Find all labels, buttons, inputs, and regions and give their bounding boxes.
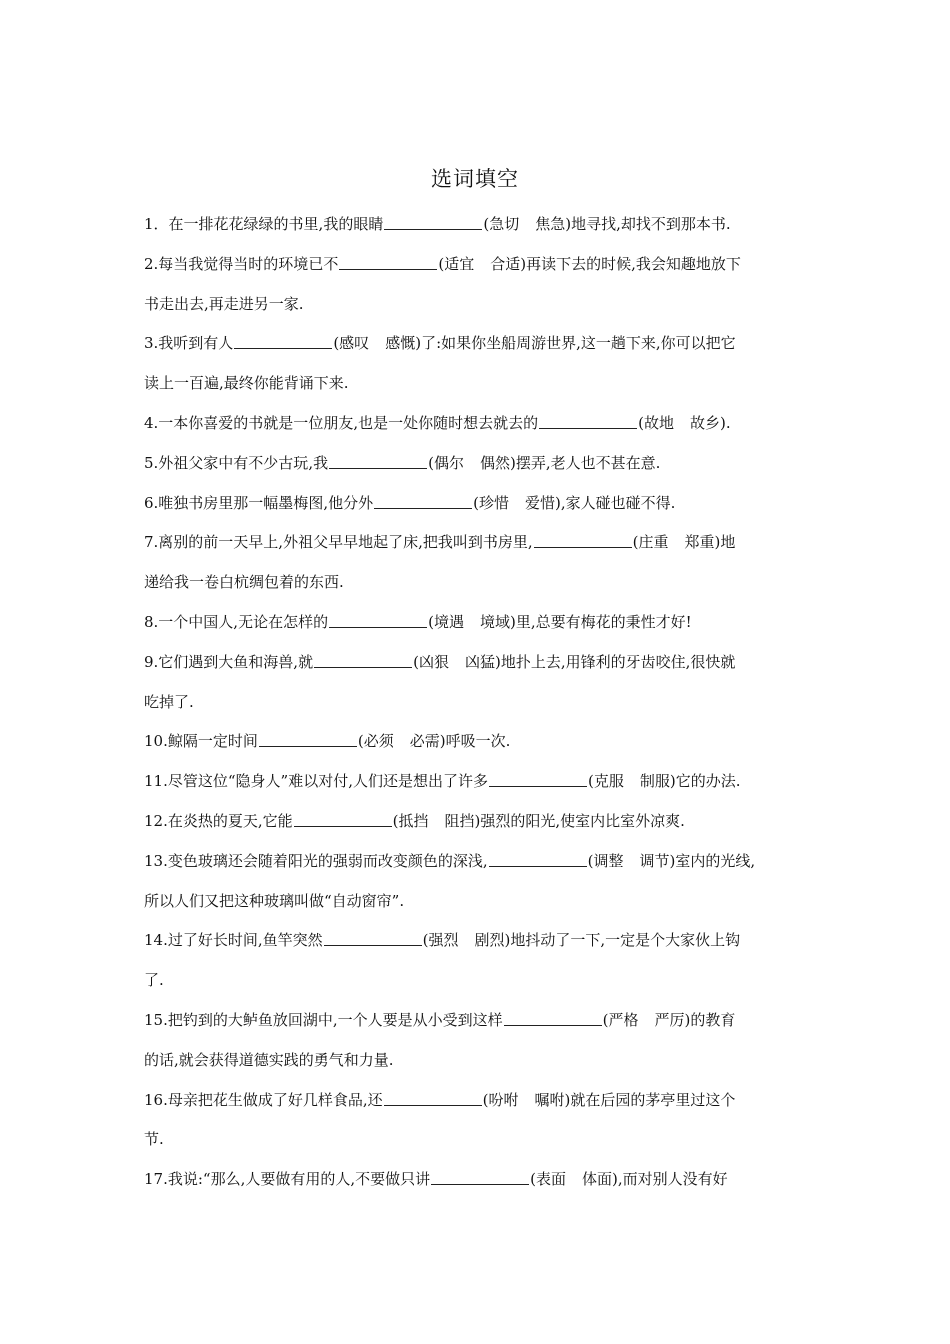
item-text: 摆弄,老人也不甚在意.: [515, 453, 661, 472]
answer-blank[interactable]: [234, 334, 332, 349]
exercise-item-continuation: 了.: [144, 971, 164, 990]
item-text: 呼吸一次.: [445, 732, 511, 751]
option-word: 感慨: [385, 334, 416, 353]
answer-blank[interactable]: [374, 494, 472, 509]
option-word: 体面: [582, 1170, 613, 1189]
exercise-item: [144, 1160, 824, 1200]
paren-open: (: [422, 931, 429, 950]
option-word: 偶然: [479, 453, 510, 472]
paren-open: (: [413, 652, 419, 671]
exercise-list: [144, 205, 824, 1200]
answer-blank[interactable]: [534, 533, 632, 548]
paren-open: (: [392, 811, 399, 830]
option-word: 必需: [409, 732, 440, 751]
exercise-item: [144, 324, 824, 364]
exercise-item: [144, 643, 824, 683]
option-word: 剧烈: [474, 931, 505, 950]
answer-blank[interactable]: [329, 454, 427, 469]
exercise-item: [144, 603, 824, 643]
option-word: 必须: [363, 732, 394, 751]
option-word: 故乡: [689, 413, 720, 432]
item-text: 了:如果你坐船周游世界,这一趟下来,你可以把它: [421, 334, 736, 353]
exercise-item: [144, 404, 824, 444]
answer-blank[interactable]: [539, 414, 637, 429]
option-word: 凶猛: [464, 652, 495, 671]
option-word: 表面: [535, 1170, 566, 1189]
item-text: 9.它们遇到大鱼和海兽,就: [144, 652, 314, 671]
option-word: 焦急: [535, 215, 566, 233]
exercise-item-continuation: 读上一百遍,最终你能背诵下来.: [144, 374, 349, 393]
exercise-item: [144, 444, 824, 484]
paren-close: ): [719, 413, 726, 432]
option-word: 偶尔: [433, 453, 464, 472]
paren-open: (: [632, 533, 639, 552]
answer-blank[interactable]: [384, 1091, 482, 1106]
exercise-item-continuation: 吃掉了.: [144, 692, 194, 711]
paren-open: (: [473, 493, 479, 512]
paren-open: (: [602, 1010, 609, 1029]
paren-open: (: [333, 334, 340, 353]
paren-close: ): [504, 931, 511, 950]
paren-close: ): [509, 453, 516, 472]
item-text: 再读下去的时候,我会知趣地放下: [526, 254, 741, 273]
item-text: 12.在炎热的夏天,它能: [144, 811, 293, 830]
option-word: 吩咐: [488, 1090, 519, 1109]
option-word: 制服: [639, 772, 670, 791]
option-word: 阻挡: [444, 811, 475, 830]
exercise-item: [144, 1081, 824, 1121]
option-word: 郑重: [684, 533, 715, 552]
exercise-item: [144, 762, 824, 802]
answer-blank[interactable]: [294, 812, 392, 827]
answer-blank[interactable]: [339, 255, 437, 270]
exercise-item-continuation: 书走出去,再走进另一家.: [144, 294, 304, 313]
option-word: 调整: [593, 851, 624, 870]
item-text: 17.我说:“那么,人要做有用的人,不要做只讲: [144, 1170, 431, 1189]
paren-close: ): [565, 215, 572, 233]
item-text: 地抖动了一下,一定是个大家伙上钩: [510, 931, 741, 950]
item-text: 8.一个中国人,无论在怎样的: [144, 612, 329, 631]
item-text: 的教育: [690, 1010, 736, 1029]
exercise-item: [144, 245, 824, 285]
exercise-item-continuation: 的话,就会获得道德实践的勇气和力量.: [144, 1050, 394, 1069]
exercise-item: [144, 722, 824, 762]
option-word: 抵挡: [398, 811, 429, 830]
item-text: 地扑上去,用锋利的牙齿咬住,很快就: [500, 652, 736, 671]
item-text: 就在后园的茅亭里过这个: [570, 1090, 736, 1109]
paren-open: (: [428, 453, 434, 472]
option-word: 严格: [608, 1010, 639, 1029]
paren-open: (: [587, 772, 594, 791]
paren-open: (: [357, 732, 364, 751]
item-text: 强烈的阳光,使室内比室外凉爽.: [480, 811, 685, 830]
item-text: .: [725, 413, 731, 432]
exercise-item-continuation: 递给我一卷白杭绸包着的东西.: [144, 573, 344, 592]
item-text: 地寻找,却找不到那本书.: [571, 215, 731, 233]
item-text: 2.每当我觉得当时的环境已不: [144, 254, 339, 273]
option-word: 爱惜: [524, 493, 555, 512]
paren-close: ): [554, 493, 561, 512]
paren-close: ): [564, 1090, 571, 1109]
item-text: ,家人碰也碰不得.: [560, 493, 676, 512]
answer-blank[interactable]: [504, 1011, 602, 1026]
item-text: 10.鲸隔一定时间: [144, 732, 258, 751]
paren-open: (: [587, 851, 594, 870]
option-word: 感叹: [339, 334, 370, 353]
item-text: 3.我听到有人: [144, 334, 234, 353]
exercise-item-continuation: 节.: [144, 1130, 164, 1149]
option-word: 境遇: [433, 612, 464, 631]
option-word: 急切: [489, 215, 520, 233]
answer-blank[interactable]: [259, 732, 357, 747]
paren-close: ): [520, 254, 527, 273]
paren-close: ): [669, 851, 676, 870]
answer-blank[interactable]: [489, 772, 587, 787]
answer-blank[interactable]: [329, 613, 427, 628]
paren-close: ): [509, 612, 516, 631]
paren-close: ): [474, 811, 481, 830]
paren-open: (: [638, 413, 644, 432]
paren-open: (: [428, 612, 434, 631]
page-title: 选词填空: [431, 167, 519, 191]
exercise-item: [144, 523, 824, 563]
option-word: 故地: [643, 413, 674, 432]
option-word: 嘱咐: [534, 1090, 565, 1109]
option-word: 适宜: [444, 254, 475, 273]
item-text: 14.过了好长时间,鱼竿突然: [144, 931, 323, 950]
item-text: 5.外祖父家中有不少古玩,我: [144, 453, 329, 472]
answer-blank[interactable]: [314, 653, 412, 668]
item-text: 7.离别的前一天早上,外祖父早早地起了床,把我叫到书房里,: [144, 533, 533, 552]
option-word: 凶狠: [418, 652, 449, 671]
item-text: 4.一本你喜爱的书就是一位朋友,也是一处你随时想去就去的: [144, 413, 539, 432]
answer-blank[interactable]: [431, 1170, 529, 1185]
item-text: 它的办法.: [675, 772, 741, 791]
paren-open: (: [482, 1090, 489, 1109]
item-text: 里,总要有梅花的秉性才好!: [515, 612, 692, 631]
paren-open: (: [438, 254, 445, 273]
option-word: 境域: [479, 612, 510, 631]
paren-close: ): [612, 1170, 618, 1189]
option-word: 克服: [593, 772, 624, 791]
exercise-item-continuation: 所以人们又把这种玻璃叫做“自动窗帘”.: [144, 891, 405, 910]
item-text: 11.尽管这位“隐身人”难以对付,人们还是想出了许多: [144, 772, 488, 791]
option-word: 合适: [490, 254, 521, 273]
item-text: 地: [720, 533, 736, 552]
item-text: 1．在一排花花绿绿的书里,我的眼睛: [144, 215, 384, 233]
paren-close: ): [684, 1010, 691, 1029]
exercise-item: [144, 921, 824, 961]
item-text: ,而对别人没有好: [617, 1170, 728, 1189]
paren-close: ): [415, 334, 422, 353]
paren-close: ): [669, 772, 676, 791]
item-text: 15.把钓到的大鲈鱼放回湖中,一个人要是从小受到这样: [144, 1010, 503, 1029]
option-word: 严厉: [654, 1010, 685, 1029]
paren-open: (: [483, 215, 490, 233]
answer-blank[interactable]: [384, 215, 482, 230]
option-word: 庄重: [638, 533, 669, 552]
exercise-item: [144, 802, 824, 842]
exercise-item: [144, 205, 824, 245]
exercise-item: [144, 842, 824, 882]
paren-close: ): [494, 652, 501, 671]
answer-blank[interactable]: [489, 852, 587, 867]
item-text: 6.唯独书房里那一幅墨梅图,他分外: [144, 493, 374, 512]
item-text: 室内的光线,: [675, 851, 756, 870]
exercise-item: [144, 484, 824, 524]
option-word: 珍惜: [478, 493, 509, 512]
paren-close: ): [439, 732, 446, 751]
paren-open: (: [530, 1170, 536, 1189]
item-text: 13.变色玻璃还会随着阳光的强弱而改变颜色的深浅,: [144, 851, 488, 870]
paren-close: ): [714, 533, 721, 552]
answer-blank[interactable]: [324, 931, 422, 946]
option-word: 调节: [639, 851, 670, 870]
exercise-item: [144, 1001, 824, 1041]
item-text: 16.母亲把花生做成了好几样食品,还: [144, 1090, 383, 1109]
option-word: 强烈: [428, 931, 459, 950]
